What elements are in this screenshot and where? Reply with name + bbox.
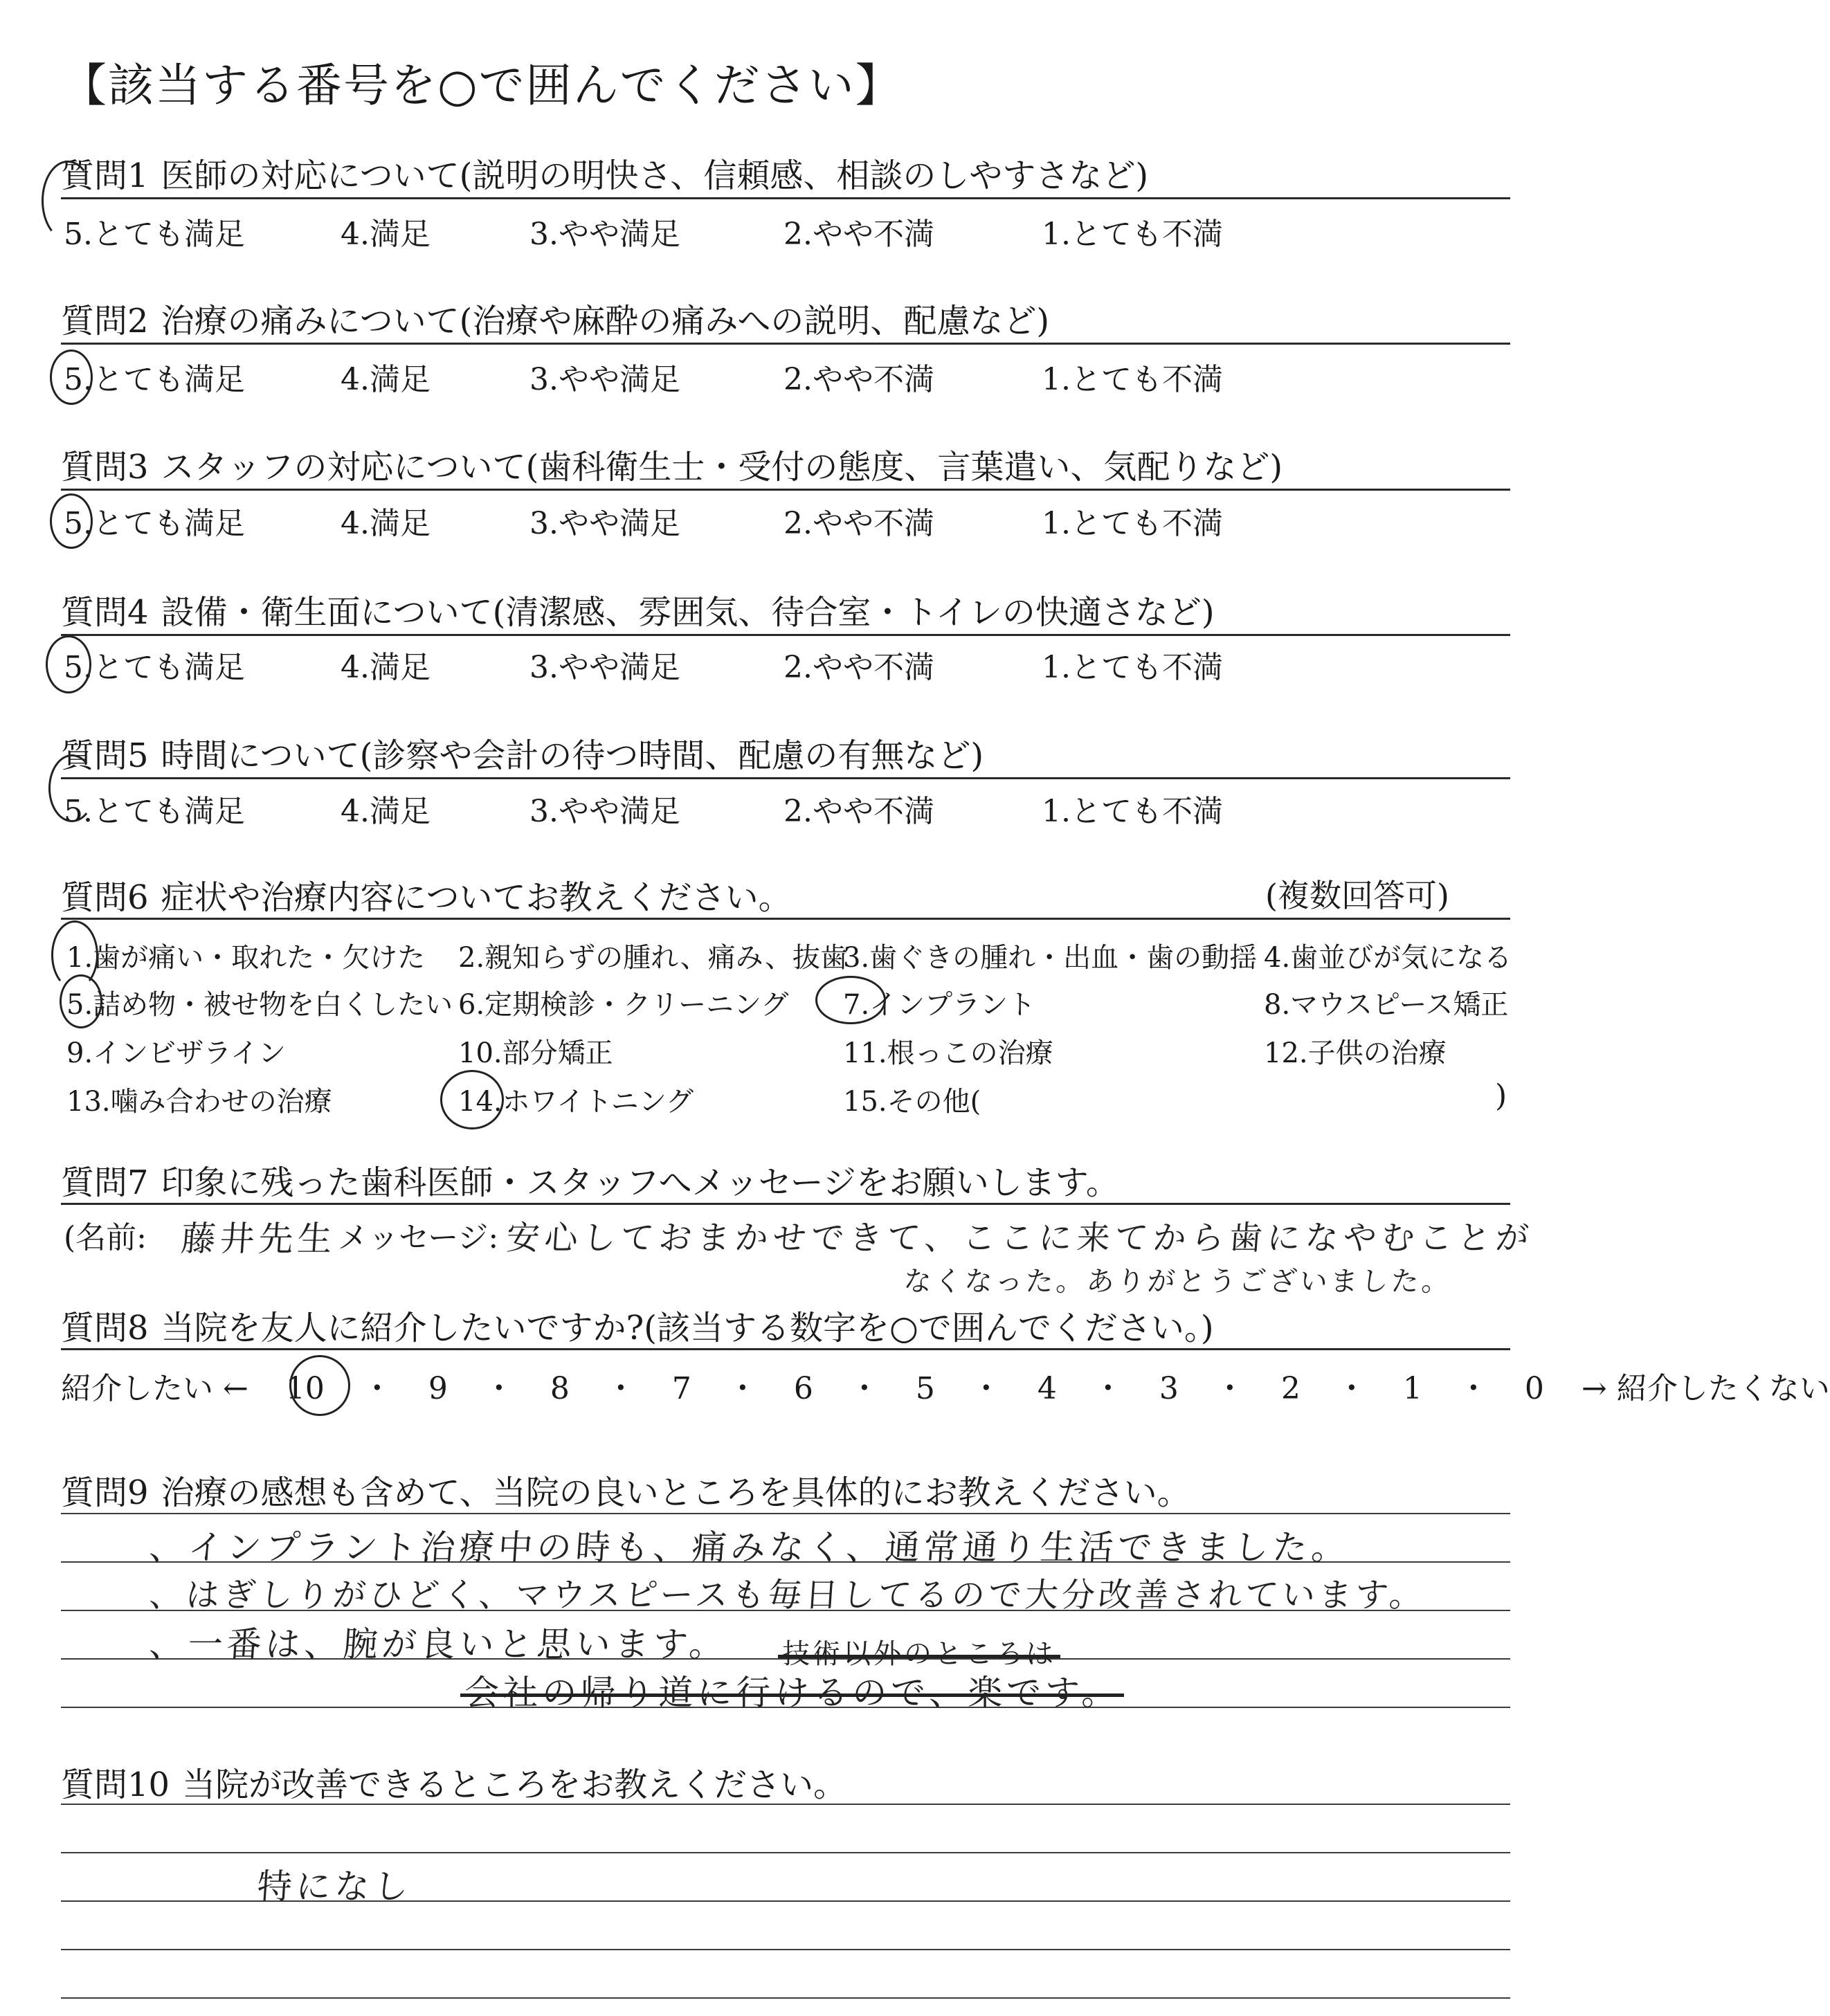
answer-line	[61, 1997, 1510, 1999]
question-number: 質問9	[61, 1473, 149, 1512]
scale-value-1[interactable]: 1	[1402, 1371, 1422, 1406]
good-points-line2: 、はぎしりがひどく、マウスピースも毎日してるので大分改善されています。	[147, 1576, 1428, 1615]
referral-scale	[61, 1363, 1830, 1408]
divider	[61, 197, 1510, 199]
question-text: 当院が改善できるところをお教えください。	[182, 1765, 847, 1804]
separator-dot: ・	[605, 1371, 636, 1406]
scale-right-label: → 紹介したくない	[1581, 1371, 1830, 1406]
separator-dot: ・	[1458, 1371, 1489, 1406]
answer-circle-mark	[46, 635, 91, 693]
question-8-title	[61, 1301, 1214, 1349]
option-satisfied[interactable]: 4.満足	[341, 506, 431, 541]
scale-value-8[interactable]: 8	[550, 1371, 570, 1406]
message-handwritten-line2: なくなった。ありがとうございました。	[903, 1266, 1453, 1298]
separator-dot: ・	[361, 1371, 392, 1406]
option-very-satisfied[interactable]: 5.とても満足	[64, 362, 245, 397]
divider	[61, 489, 1510, 491]
answer-line	[61, 1852, 1510, 1853]
scale-value-4[interactable]: 4	[1037, 1371, 1057, 1406]
separator-dot: ・	[849, 1371, 880, 1406]
option-very-satisfied[interactable]: 5.とても満足	[64, 506, 245, 541]
question-number: 質問8	[61, 1309, 149, 1347]
option-12[interactable]: 12.子供の治療	[1264, 1037, 1447, 1069]
scale-value-5[interactable]: 5	[915, 1371, 935, 1406]
answer-circle-mark	[815, 976, 886, 1024]
good-points-line1: 、インプラント治療中の時も、痛みなく、通常通り生活できました。	[147, 1527, 1352, 1568]
answer-circle-mark	[289, 1355, 350, 1416]
answer-circle-mark	[60, 974, 102, 1028]
option-very-dissatisfied[interactable]: 1.とても不満	[1042, 362, 1223, 397]
divider	[61, 634, 1510, 636]
option-very-satisfied[interactable]: 5.とても満足	[64, 650, 245, 685]
scale-value-6[interactable]: 6	[793, 1371, 813, 1406]
question-9-title	[61, 1466, 1190, 1514]
option-satisfied[interactable]: 4.満足	[341, 217, 431, 252]
separator-dot: ・	[1092, 1371, 1123, 1406]
scale-value-0[interactable]: 0	[1524, 1371, 1544, 1406]
page-title: 【該当する番号を○で囲んでください】	[61, 59, 903, 112]
separator-dot: ・	[727, 1371, 758, 1406]
divider	[61, 1348, 1510, 1350]
question-number: 質問7	[61, 1163, 149, 1202]
option-somewhat-dissatisfied[interactable]: 2.やや不満	[783, 362, 934, 397]
option-3[interactable]: 3.歯ぐきの腫れ・出血・歯の動揺	[843, 942, 1258, 974]
option-somewhat-dissatisfied[interactable]: 2.やや不満	[783, 794, 934, 829]
answer-line	[61, 1804, 1510, 1805]
option-7[interactable]: 7.インプラント	[843, 989, 1036, 1021]
option-somewhat-satisfied[interactable]: 3.やや満足	[529, 362, 680, 397]
option-very-satisfied[interactable]: 5.とても満足	[64, 217, 245, 252]
answer-circle-mark	[50, 493, 93, 549]
scale-value-9[interactable]: 9	[428, 1371, 448, 1406]
question-text: 治療の痛みについて(治療や麻酔の痛みへの説明、配慮など)	[161, 302, 1050, 340]
separator-dot: ・	[970, 1371, 1002, 1406]
option-somewhat-dissatisfied[interactable]: 2.やや不満	[783, 217, 934, 252]
answer-line	[61, 1949, 1510, 1950]
option-very-dissatisfied[interactable]: 1.とても不満	[1042, 794, 1223, 829]
question-7-title	[61, 1156, 1119, 1204]
option-very-dissatisfied[interactable]: 1.とても不満	[1042, 217, 1223, 252]
question-number: 質問5	[61, 736, 149, 775]
scale-value-10[interactable]: 10	[285, 1371, 325, 1406]
option-very-satisfied[interactable]: 5.とても満足	[64, 794, 245, 829]
message-handwritten-line1: 安心しておまかせできて、ここに来てから歯になやむことが	[505, 1219, 1535, 1257]
question-text: 時間について(診察や会計の待つ時間、配慮の有無など)	[161, 736, 984, 775]
question-1-title	[61, 149, 1148, 197]
question-2-title	[61, 294, 1049, 342]
good-points-line4-struck: 会社の帰り道に行けるので、楽です。	[464, 1673, 1121, 1713]
answer-circle-mark	[42, 161, 94, 241]
option-satisfied[interactable]: 4.満足	[341, 650, 431, 685]
option-14[interactable]: 14.ホワイトニング	[458, 1086, 694, 1118]
option-6[interactable]: 6.定期検診・クリーニング	[458, 989, 789, 1021]
option-somewhat-satisfied[interactable]: 3.やや満足	[529, 650, 680, 685]
question-number: 質問6	[61, 878, 149, 917]
option-4[interactable]: 4.歯並びが気になる	[1264, 942, 1512, 974]
option-somewhat-satisfied[interactable]: 3.やや満足	[529, 217, 680, 252]
question-text: スタッフの対応について(歯科衛生士・受付の態度、言葉遣い、気配りなど)	[161, 448, 1283, 487]
scale-left-label: 紹介したい ←	[61, 1371, 248, 1406]
question-text: 当院を友人に紹介したいですか?(該当する数字を○で囲んでください。)	[161, 1309, 1214, 1347]
option-very-dissatisfied[interactable]: 1.とても不満	[1042, 506, 1223, 541]
question-text: 設備・衛生面について(清潔感、雰囲気、待合室・トイレの快適さなど)	[161, 593, 1215, 632]
option-9[interactable]: 9.インビザライン	[66, 1037, 286, 1069]
question-3-title	[61, 440, 1283, 488]
question-number: 質問2	[61, 302, 149, 340]
option-8[interactable]: 8.マウスピース矯正	[1264, 989, 1509, 1021]
question-number: 質問3	[61, 448, 149, 487]
question-number: 質問4	[61, 593, 149, 632]
multiple-answers-note: (複数回答可)	[1265, 877, 1449, 914]
question-4-title	[61, 585, 1215, 633]
option-somewhat-dissatisfied[interactable]: 2.やや不満	[783, 506, 934, 541]
answer-circle-mark	[50, 349, 93, 405]
option-satisfied[interactable]: 4.満足	[341, 794, 431, 829]
good-points-line3-struck: 技術以外のところは	[782, 1638, 1056, 1670]
question-number: 質問1	[61, 156, 149, 195]
option-very-dissatisfied[interactable]: 1.とても不満	[1042, 650, 1223, 685]
option-somewhat-satisfied[interactable]: 3.やや満足	[529, 506, 680, 541]
divider	[61, 1203, 1510, 1205]
scale-value-2[interactable]: 2	[1280, 1371, 1301, 1406]
answer-line	[61, 1513, 1510, 1514]
message-label: メッセージ:	[338, 1220, 499, 1255]
option-13[interactable]: 13.噛み合わせの治療	[66, 1086, 332, 1118]
divider	[61, 918, 1510, 920]
answer-circle-mark	[440, 1070, 504, 1129]
question-text: 医師の対応について(説明の明快さ、信頼感、相談のしやすさなど)	[161, 156, 1149, 195]
other-closing-paren: )	[1495, 1078, 1507, 1114]
separator-dot: ・	[1336, 1371, 1367, 1406]
scale-value-3[interactable]: 3	[1159, 1371, 1179, 1406]
option-satisfied[interactable]: 4.満足	[341, 362, 431, 397]
divider	[61, 343, 1510, 345]
question-10-title	[61, 1758, 846, 1806]
question-text: 印象に残った歯科医師・スタッフへメッセージをお願いします。	[161, 1163, 1119, 1202]
option-11[interactable]: 11.根っこの治療	[843, 1037, 1053, 1069]
option-5[interactable]: 5.詰め物・被せ物を白くしたい	[66, 989, 453, 1021]
name-label: (名前:	[64, 1220, 147, 1255]
question-text: 治療の感想も含めて、当院の良いところを具体的にお教えください。	[161, 1473, 1190, 1512]
question-number: 質問10	[61, 1765, 170, 1804]
name-handwritten: 藤井先生	[179, 1219, 338, 1259]
question-5-title	[61, 729, 984, 777]
option-2[interactable]: 2.親知らずの腫れ、痛み、抜歯	[458, 942, 848, 974]
question-text: 症状や治療内容についてお教えください。	[161, 878, 792, 917]
improvement-answer: 特になし	[255, 1867, 414, 1907]
option-somewhat-dissatisfied[interactable]: 2.やや不満	[783, 650, 934, 685]
divider	[61, 777, 1510, 779]
separator-dot: ・	[483, 1371, 514, 1406]
separator-dot: ・	[1214, 1371, 1245, 1406]
answer-circle-mark	[48, 754, 96, 822]
option-1[interactable]: 1.歯が痛い・取れた・欠けた	[66, 942, 426, 974]
scale-value-7[interactable]: 7	[671, 1371, 691, 1406]
option-somewhat-satisfied[interactable]: 3.やや満足	[529, 794, 680, 829]
good-points-line3: 、一番は、腕が良いと思います。	[147, 1624, 730, 1664]
option-10[interactable]: 10.部分矯正	[458, 1037, 613, 1069]
question-6-title	[61, 871, 792, 918]
option-15[interactable]: 15.その他(	[843, 1086, 981, 1118]
